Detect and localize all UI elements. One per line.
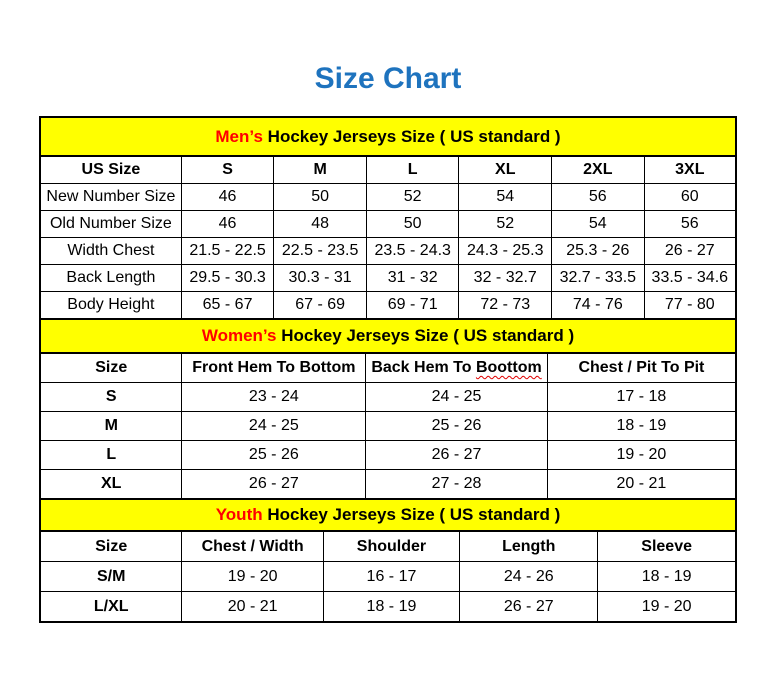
size-value-cell: 22.5 - 23.5 [274, 238, 367, 265]
size-value-cell: 30.3 - 31 [274, 265, 367, 292]
size-value-cell: 50 [366, 211, 459, 238]
table-row [40, 470, 736, 500]
column-header: Sleeve [598, 531, 736, 562]
size-value-cell: 46 [181, 184, 274, 211]
size-tables [39, 116, 737, 623]
row-label: Old Number Size [40, 211, 181, 238]
size-value-cell: 18 - 19 [547, 412, 736, 441]
column-header: Chest / Pit To Pit [547, 353, 736, 383]
band-highlight: Men’s [215, 126, 263, 146]
womens-size-table [39, 318, 737, 500]
column-header: 2XL [552, 156, 645, 184]
row-label: New Number Size [40, 184, 181, 211]
size-value-cell: 48 [274, 211, 367, 238]
size-value-cell: 33.5 - 34.6 [644, 265, 736, 292]
size-value-cell: 24 - 26 [460, 562, 598, 592]
youth-band-row [40, 499, 736, 531]
size-value-cell: 18 - 19 [323, 592, 459, 623]
column-header: M [274, 156, 367, 184]
size-value-cell: 54 [552, 211, 645, 238]
size-value-cell: 24 - 25 [366, 383, 548, 412]
size-value-cell: 54 [459, 184, 552, 211]
size-value-cell: 26 - 27 [366, 441, 548, 470]
row-label: S [40, 383, 182, 412]
youth-band-title [40, 499, 736, 531]
size-value-cell: 25 - 26 [366, 412, 548, 441]
mens-header-row [40, 156, 736, 184]
size-value-cell: 20 - 21 [547, 470, 736, 500]
size-value-cell: 16 - 17 [323, 562, 459, 592]
misspelled-word: Boottom [475, 359, 542, 376]
table-row [40, 184, 736, 211]
size-value-cell: 50 [274, 184, 367, 211]
size-value-cell: 46 [181, 211, 274, 238]
column-header: S [181, 156, 274, 184]
band-rest: Hockey Jerseys Size ( US standard ) [281, 326, 575, 345]
page-title: Size Chart [314, 62, 462, 95]
column-header [366, 353, 548, 383]
size-value-cell: 69 - 71 [366, 292, 459, 320]
youth-size-table [39, 498, 737, 623]
column-header: XL [459, 156, 552, 184]
size-value-cell: 25.3 - 26 [552, 238, 645, 265]
mens-size-table [39, 116, 737, 320]
table-row [40, 265, 736, 292]
size-value-cell: 21.5 - 22.5 [181, 238, 274, 265]
size-value-cell: 19 - 20 [547, 441, 736, 470]
size-value-cell: 17 - 18 [547, 383, 736, 412]
band-highlight: Women’s [201, 326, 277, 345]
column-header: Shoulder [323, 531, 459, 562]
column-header: Length [460, 531, 598, 562]
table-row [40, 211, 736, 238]
size-value-cell: 27 - 28 [366, 470, 548, 500]
table-row [40, 238, 736, 265]
womens-band-title [40, 319, 736, 353]
band-highlight: Youth [215, 505, 263, 524]
size-value-cell: 56 [644, 211, 736, 238]
size-value-cell: 23.5 - 24.3 [366, 238, 459, 265]
size-value-cell: 26 - 27 [182, 470, 366, 500]
band-rest: Hockey Jerseys Size ( US standard ) [267, 126, 561, 146]
table-row [40, 592, 736, 623]
column-header: Size [40, 353, 182, 383]
size-value-cell: 77 - 80 [644, 292, 736, 320]
womens-header-row [40, 353, 736, 383]
size-value-cell: 31 - 32 [366, 265, 459, 292]
row-label: L/XL [40, 592, 182, 623]
row-label: Back Length [40, 265, 181, 292]
column-header: Size [40, 531, 182, 562]
womens-band-row [40, 319, 736, 353]
size-value-cell: 26 - 27 [644, 238, 736, 265]
table-row [40, 292, 736, 320]
size-value-cell: 24 - 25 [182, 412, 366, 441]
size-value-cell: 29.5 - 30.3 [181, 265, 274, 292]
size-value-cell: 56 [552, 184, 645, 211]
table-row [40, 412, 736, 441]
mens-band-row [40, 117, 736, 156]
column-header: Front Hem To Bottom [182, 353, 366, 383]
table-row [40, 441, 736, 470]
size-value-cell: 20 - 21 [182, 592, 323, 623]
mens-band-title [40, 117, 736, 156]
row-label: M [40, 412, 182, 441]
table-row [40, 562, 736, 592]
youth-header-row [40, 531, 736, 562]
size-value-cell: 72 - 73 [459, 292, 552, 320]
row-label: L [40, 441, 182, 470]
column-header: Chest / Width [182, 531, 323, 562]
size-value-cell: 52 [366, 184, 459, 211]
row-label: XL [40, 470, 182, 500]
size-value-cell: 32 - 32.7 [459, 265, 552, 292]
size-value-cell: 67 - 69 [274, 292, 367, 320]
row-label: Width Chest [40, 238, 181, 265]
size-value-cell: 18 - 19 [598, 562, 736, 592]
size-value-cell: 74 - 76 [552, 292, 645, 320]
row-label: S/M [40, 562, 182, 592]
size-value-cell: 19 - 20 [182, 562, 323, 592]
column-header: US Size [40, 156, 181, 184]
size-value-cell: 32.7 - 33.5 [552, 265, 645, 292]
table-row [40, 383, 736, 412]
row-label: Body Height [40, 292, 181, 320]
size-value-cell: 65 - 67 [181, 292, 274, 320]
band-rest: Hockey Jerseys Size ( US standard ) [267, 505, 561, 524]
column-header-text: Back Hem To [371, 359, 476, 376]
column-header: L [366, 156, 459, 184]
size-value-cell: 26 - 27 [460, 592, 598, 623]
column-header: 3XL [644, 156, 736, 184]
size-value-cell: 60 [644, 184, 736, 211]
size-value-cell: 52 [459, 211, 552, 238]
size-value-cell: 24.3 - 25.3 [459, 238, 552, 265]
size-value-cell: 25 - 26 [182, 441, 366, 470]
size-value-cell: 19 - 20 [598, 592, 736, 623]
size-value-cell: 23 - 24 [182, 383, 366, 412]
